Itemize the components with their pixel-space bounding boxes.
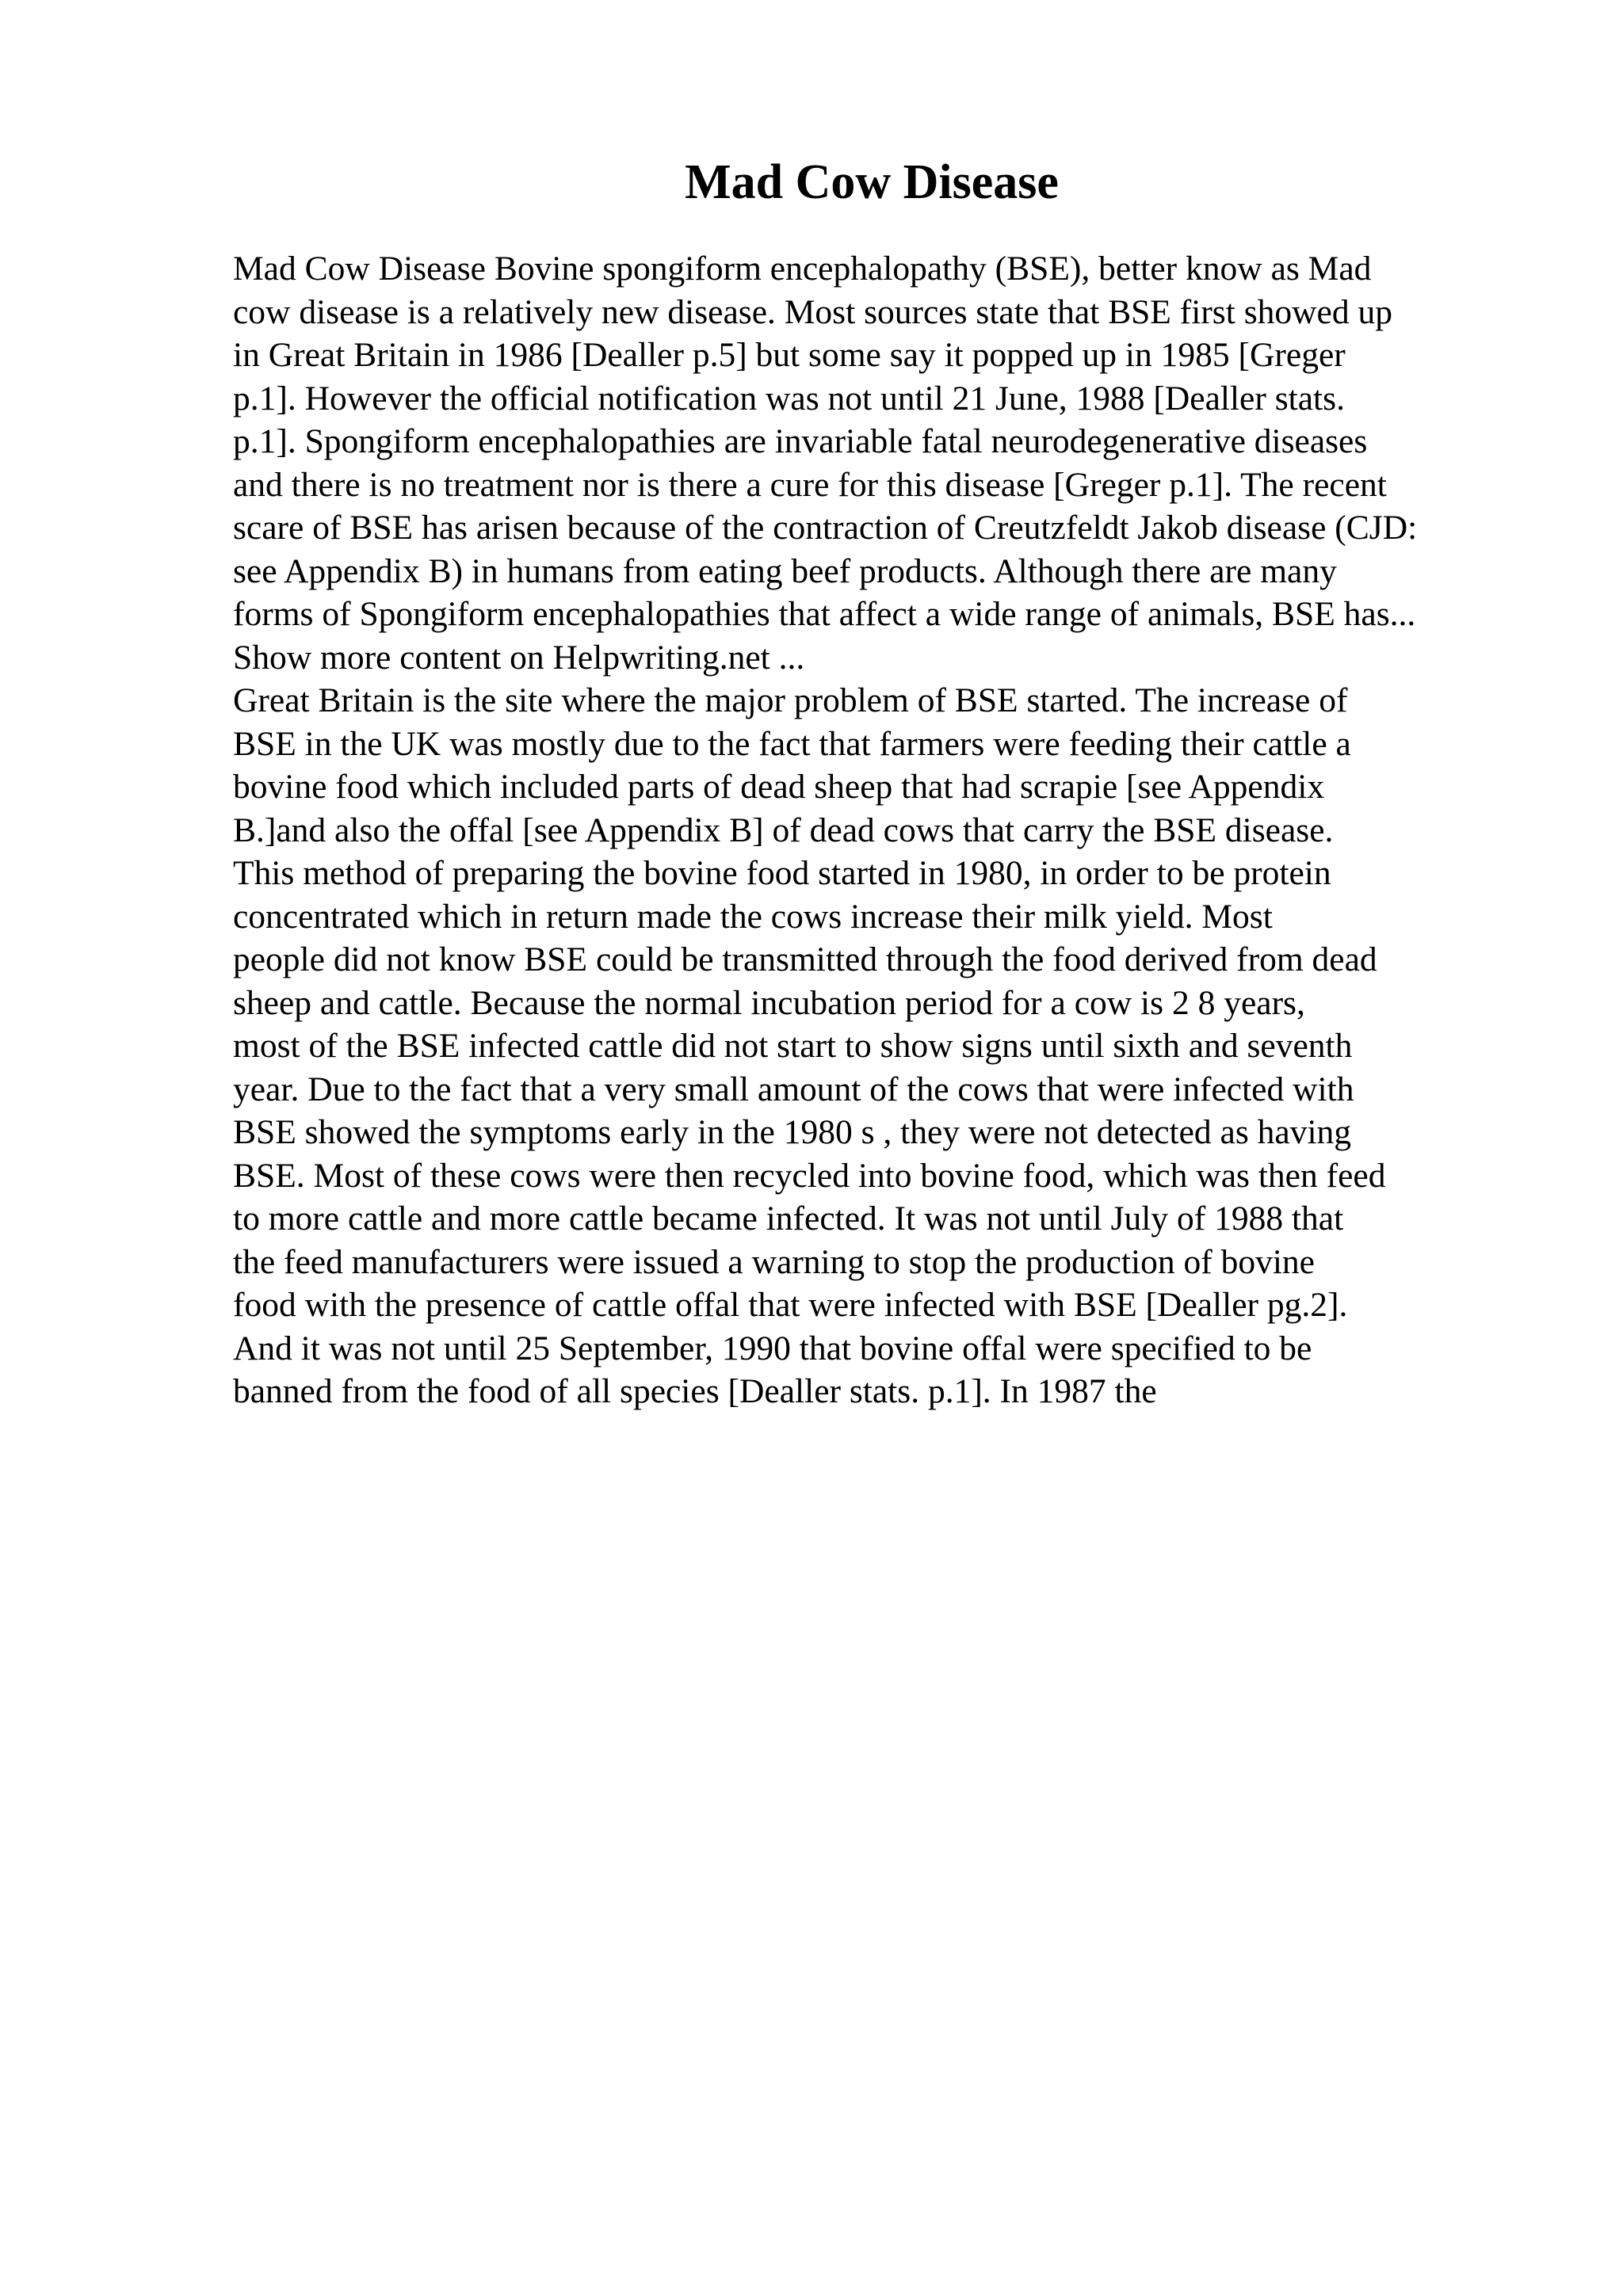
text-line: scare of BSE has arisen because of the contraction of Creutzfeldt Jakob disease (CJD:	[233, 509, 1418, 547]
text-line: banned from the food of all species [Dealler stats. p.1]. In 1987 the	[233, 1372, 1157, 1410]
text-line: BSE in the UK was mostly due to the fact that farmers were feeding their cattle a	[233, 724, 1351, 763]
text-line: forms of Spongiform encephalopathies that affect a wide range of animals, BSE has...	[233, 595, 1416, 633]
text-line: sheep and cattle. Because the normal incubation period for a cow is 2 8 years,	[233, 983, 1305, 1022]
text-line: most of the BSE infected cattle did not start to show signs until sixth and seventh	[233, 1027, 1353, 1065]
text-line: the feed manufacturers were issued a warning to stop the production of bovine	[233, 1242, 1315, 1281]
text-line: concentrated which in return made the cows increase their milk yield. Most	[233, 897, 1273, 936]
text-line: BSE. Most of these cows were then recycled into bovine food, which was then feed	[233, 1156, 1386, 1195]
text-line: And it was not until 25 September, 1990 that bovine offal were specified to be	[233, 1329, 1312, 1367]
text-line: Great Britain is the site where the major problem of BSE started. The increase of	[233, 681, 1348, 719]
text-line: p.1]. Spongiform encephalopathies are invariable fatal neurodegenerative diseases	[233, 422, 1368, 460]
text-line: to more cattle and more cattle became infected. It was not until July of 1988 that	[233, 1199, 1344, 1238]
page-title: Mad Cow Disease	[685, 155, 1059, 209]
text-line: and there is no treatment nor is there a cure for this disease [Greger p.1]. The recent	[233, 465, 1387, 504]
text-line: food with the presence of cattle offal that were infected with BSE [Dealler pg.2].	[233, 1286, 1348, 1324]
text-line: p.1]. However the official notification was not until 21 June, 1988 [Dealler stats.	[233, 379, 1345, 418]
text-line: people did not know BSE could be transmitted through the food derived from dead	[233, 940, 1377, 978]
text-line: This method of preparing the bovine food started in 1980, in order to be protein	[233, 854, 1331, 892]
text-line: Mad Cow Disease Bovine spongiform encephalopathy (BSE), better know as Mad	[233, 250, 1372, 288]
text-line: in Great Britain in 1986 [Dealler p.5] but some say it popped up in 1985 [Greger	[233, 336, 1346, 374]
show-more-line: Show more content on Helpwriting.net ...	[233, 638, 805, 677]
text-line: BSE showed the symptoms early in the 1980 s , they were not detected as having	[233, 1113, 1352, 1151]
text-line: cow disease is a relatively new disease. Most sources state that BSE first showed up	[233, 292, 1392, 331]
text-line: see Appendix B) in humans from eating beef products. Although there are many	[233, 551, 1337, 590]
text-line: B.]and also the offal [see Appendix B] of dead cows that carry the BSE disease.	[233, 810, 1334, 849]
document-body	[233, 247, 1564, 1413]
text-line: year. Due to the fact that a very small amount of the cows that were infected with	[233, 1070, 1354, 1108]
text-line: bovine food which included parts of dead sheep that had scrapie [see Appendix	[233, 768, 1325, 806]
